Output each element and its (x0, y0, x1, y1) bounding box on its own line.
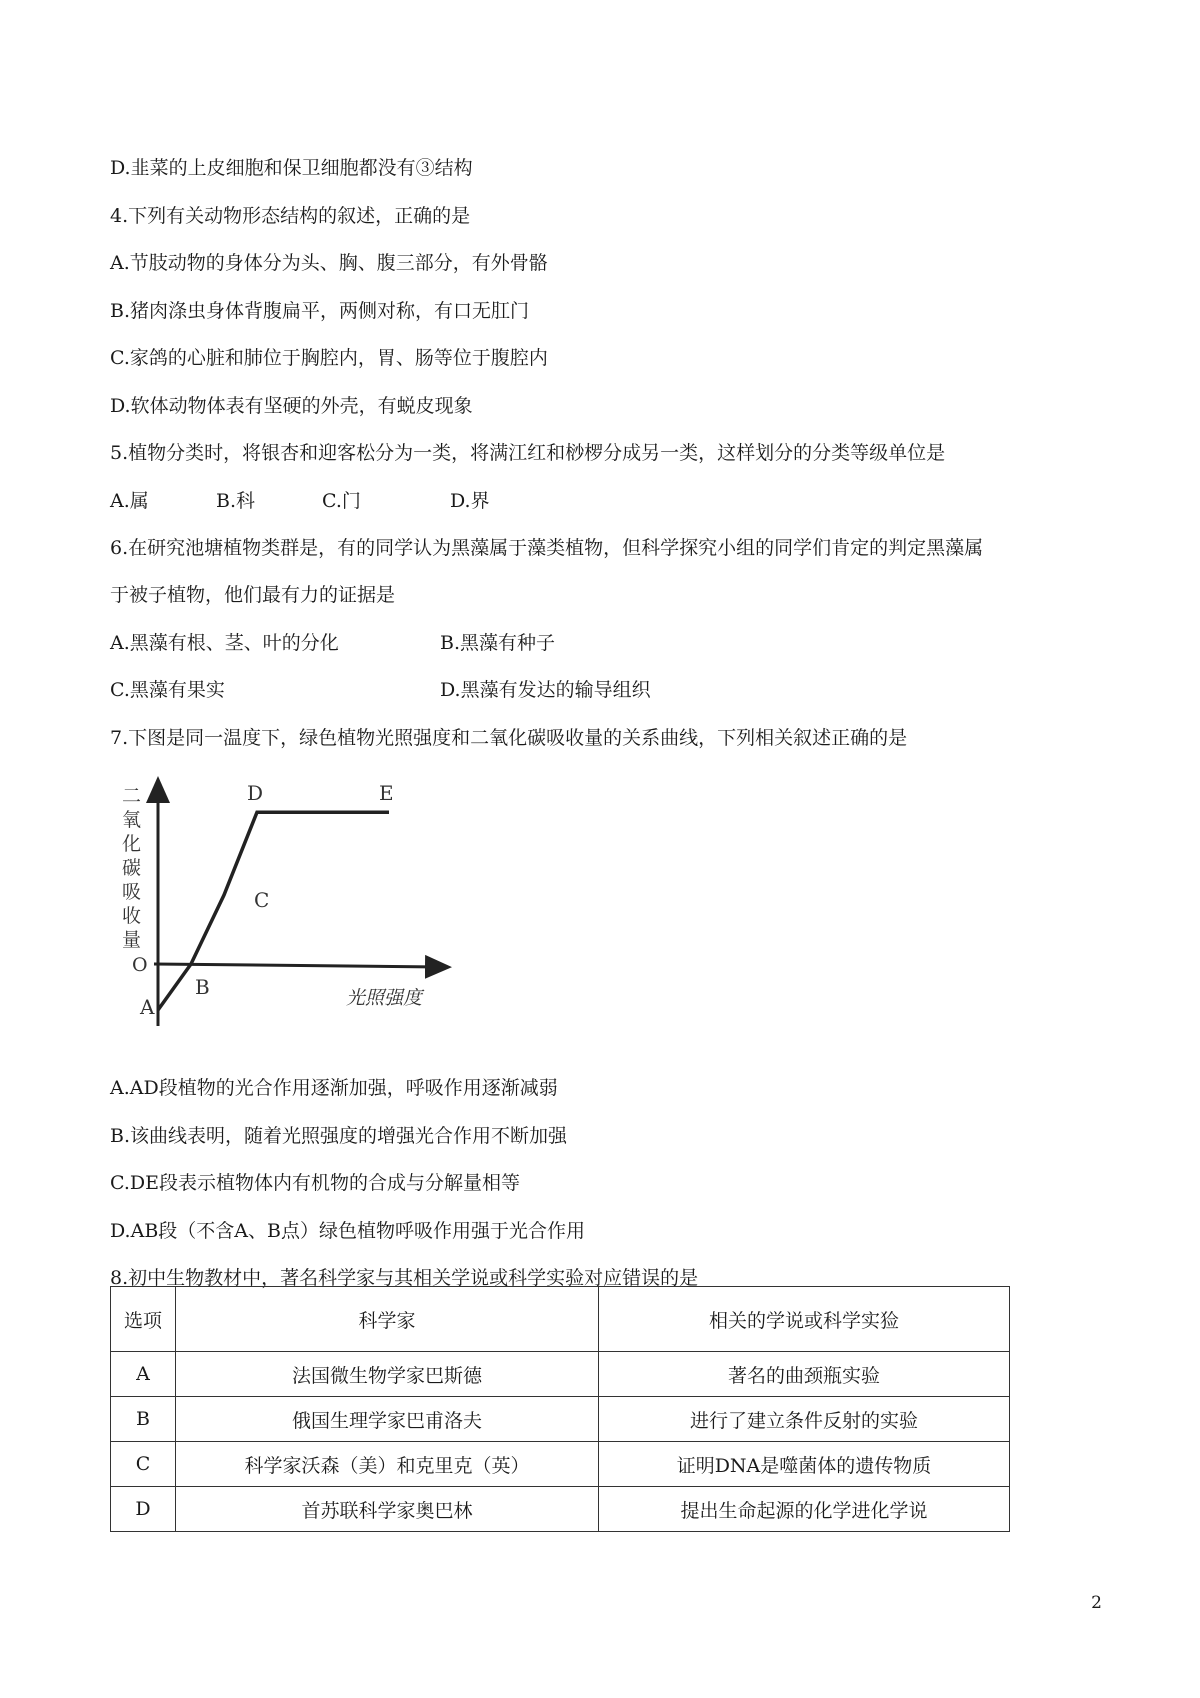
point-label-c: C (254, 888, 270, 912)
q6-option-b: B.黑藻有种子 (440, 632, 556, 654)
origin-label: O (132, 954, 148, 976)
y-axis-label-char: 氧 (122, 809, 142, 831)
table-cell: 俄国生理学家巴甫洛夫 (176, 1397, 599, 1442)
co2-light-chart (118, 770, 458, 1040)
table-cell: 法国微生物学家巴斯德 (176, 1352, 599, 1397)
y-axis-label-char: 碳 (122, 857, 142, 879)
y-axis-label-char: 量 (122, 929, 142, 951)
q8-stem: 8.初中生物教材中，著名科学家与其相关学说或科学实验对应错误的是 (110, 1267, 699, 1289)
x-axis (154, 964, 440, 967)
q4-option-a: A.节肢动物的身体分为头、胸、腹三部分，有外骨骼 (110, 252, 548, 274)
table-cell: B (111, 1397, 176, 1442)
q5-stem: 5.植物分类时，将银杏和迎客松分为一类，将满江红和桫椤分成另一类，这样划分的分类等级单位是 (110, 442, 946, 464)
table-row (111, 1352, 1010, 1397)
y-axis-label (122, 785, 141, 951)
table-cell: C (111, 1442, 176, 1487)
q3-option-d: D.韭菜的上皮细胞和保卫细胞都没有③结构 (110, 157, 473, 179)
q7-option-d: D.AB段（不含A、B点）绿色植物呼吸作用强于光合作用 (110, 1220, 585, 1242)
table-cell: 著名的曲颈瓶实验 (599, 1352, 1010, 1397)
q6-stem-line2: 于被子植物，他们最有力的证据是 (110, 584, 396, 606)
table-row (111, 1442, 1010, 1487)
table-cell: 提出生命起源的化学进化学说 (599, 1487, 1010, 1532)
q7-option-b: B.该曲线表明，随着光照强度的增强光合作用不断加强 (110, 1125, 568, 1147)
q7-option-c: C.DE段表示植物体内有机物的合成与分解量相等 (110, 1172, 521, 1194)
table-header: 科学家 (176, 1287, 599, 1352)
q7-option-a: A.AD段植物的光合作用逐渐加强，呼吸作用逐渐减弱 (110, 1077, 558, 1099)
q4-option-d: D.软体动物体表有坚硬的外壳，有蜕皮现象 (110, 395, 473, 417)
y-axis-label-char: 吸 (122, 881, 142, 903)
q4-option-b: B.猪肉涤虫身体背腹扁平，两侧对称，有口无肛门 (110, 300, 530, 322)
q5-option-a: A.属 (110, 490, 149, 512)
q5-option-d: D.界 (450, 490, 490, 512)
y-axis-label-char: 化 (122, 833, 142, 855)
q5-option-c: C.门 (322, 490, 361, 512)
table-header-row (111, 1287, 1010, 1352)
q6-stem-line1: 6.在研究池塘植物类群是，有的同学认为黑藻属于藻类植物，但科学探究小组的同学们肯定的判定黑藻属 (110, 537, 984, 559)
q4-stem: 4.下列有关动物形态结构的叙述，正确的是 (110, 205, 471, 227)
q6-option-d: D.黑藻有发达的输导组织 (440, 679, 651, 701)
co2-curve (158, 812, 389, 1010)
point-label-d: D (247, 781, 264, 806)
table-row (111, 1487, 1010, 1532)
y-axis-label-char: 收 (122, 905, 142, 927)
x-axis-label: 光照强度 (346, 987, 423, 1009)
point-label-a: A (140, 995, 155, 1019)
page-number: 2 (1091, 1593, 1102, 1613)
table-cell: 证明DNA是噬菌体的遗传物质 (599, 1442, 1010, 1487)
table-cell: 科学家沃森（美）和克里克（英） (176, 1442, 599, 1487)
y-axis-label-char: 二 (122, 785, 142, 807)
point-label-e: E (379, 781, 394, 806)
scientist-table (110, 1286, 1010, 1532)
q6-option-a: A.黑藻有根、茎、叶的分化 (110, 632, 339, 654)
table-row (111, 1397, 1010, 1442)
q6-option-c: C.黑藻有果实 (110, 679, 225, 701)
q5-option-b: B.科 (216, 490, 256, 512)
table-cell: 首苏联科学家奥巴林 (176, 1487, 599, 1532)
point-label-b: B (195, 975, 210, 999)
table-header: 相关的学说或科学实猃 (599, 1287, 1010, 1352)
q7-stem: 7.下图是同一温度下，绿色植物光照强度和二氧化碳吸收量的关系曲线，下列相关叙述正确的是 (110, 727, 908, 749)
table-cell: 进行了建立条件反射的实验 (599, 1397, 1010, 1442)
table-cell: D (111, 1487, 176, 1532)
table-cell: A (111, 1352, 176, 1397)
q4-option-c: C.家鸽的心脏和肺位于胸腔内，胃、肠等位于腹腔内 (110, 347, 548, 369)
table-header: 选项 (111, 1287, 176, 1352)
